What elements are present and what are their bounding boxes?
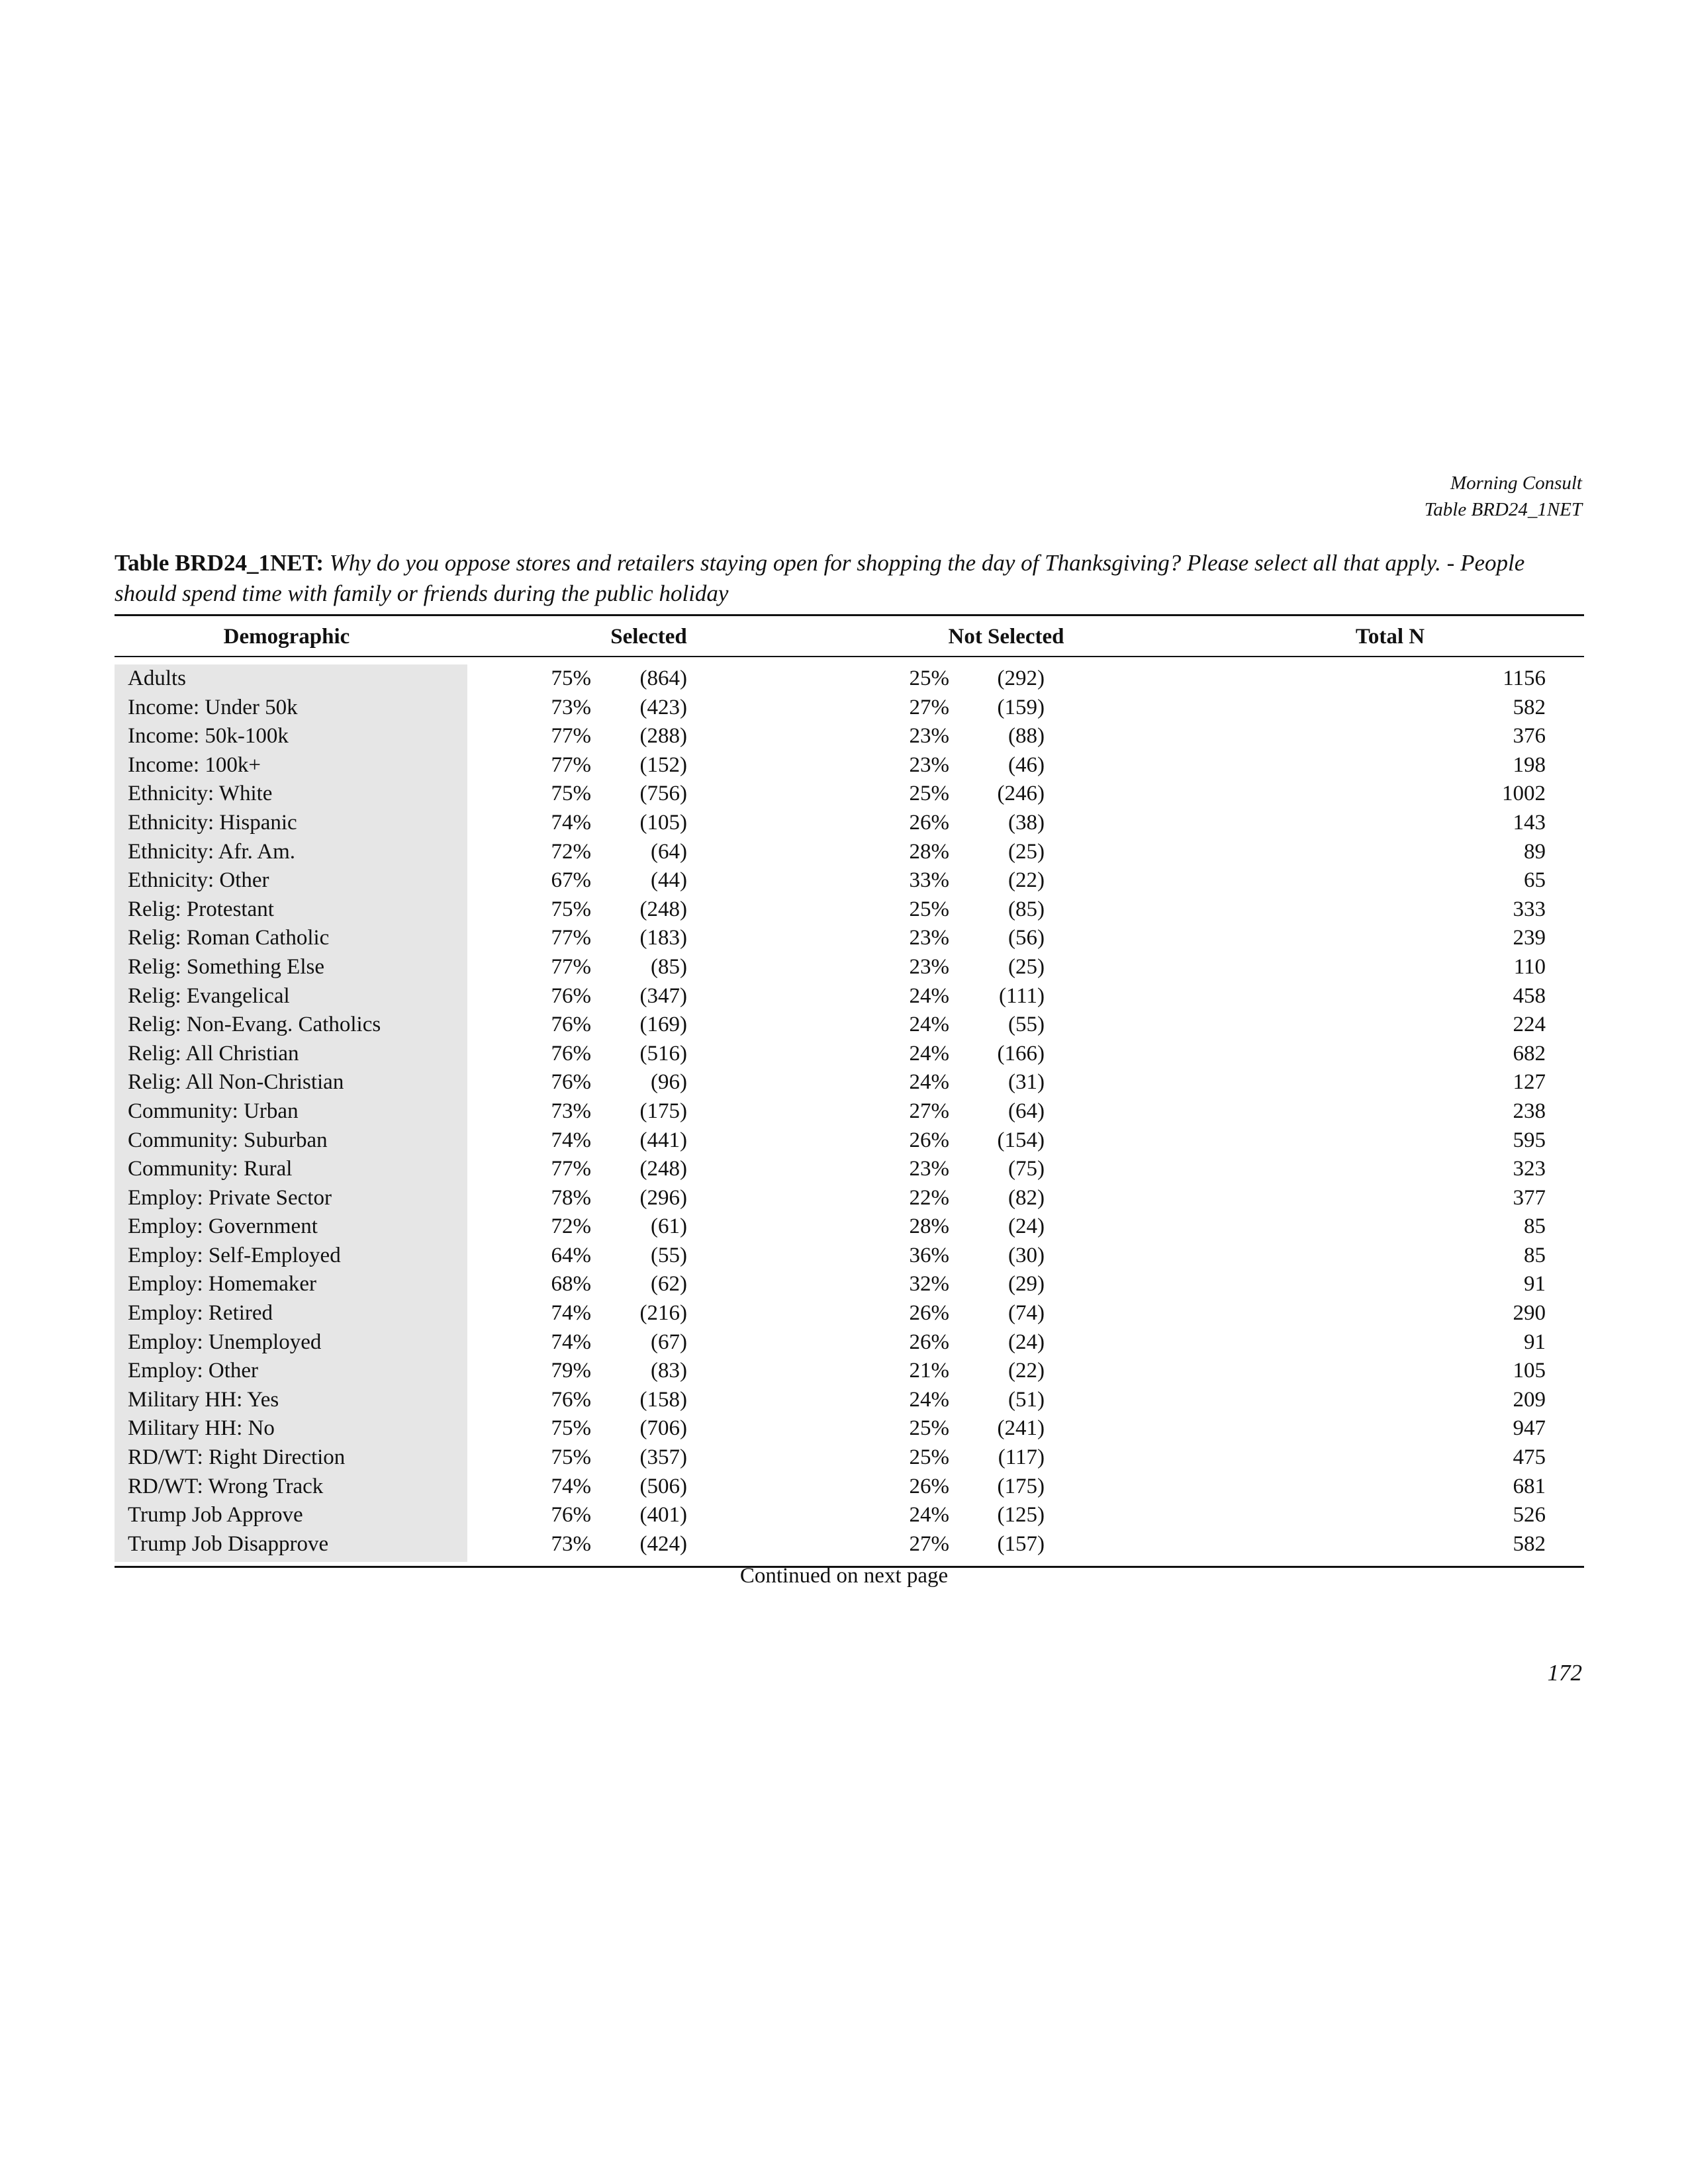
selected-percent: 73%: [551, 695, 591, 719]
table-row: [0, 1328, 1688, 1357]
not-selected-count: (46): [1008, 752, 1045, 777]
table-header-rule: [115, 656, 1584, 657]
not-selected-count: (166): [997, 1041, 1045, 1066]
table-title-text: Why do you oppose stores and retailers staying open for shopping the day of Thanksgiving? Please select all that apply. - People should spend time with family or friends during the public holiday: [115, 550, 1525, 606]
table-row: [0, 1040, 1688, 1069]
not-selected-percent: 27%: [909, 1099, 949, 1123]
selected-count: (175): [639, 1099, 687, 1123]
not-selected-count: (175): [997, 1474, 1045, 1498]
selected-count: (248): [639, 897, 687, 921]
not-selected-count: (154): [997, 1128, 1045, 1152]
not-selected-count: (24): [1008, 1330, 1045, 1354]
table-row: [0, 1068, 1688, 1097]
table-row: [0, 1212, 1688, 1242]
selected-count: (64): [651, 839, 687, 864]
table-row: [0, 751, 1688, 780]
selected-percent: 76%: [551, 1041, 591, 1066]
selected-count: (423): [639, 695, 687, 719]
selected-percent: 64%: [551, 1243, 591, 1267]
not-selected-percent: 24%: [909, 983, 949, 1008]
total-n: 238: [1513, 1099, 1546, 1123]
table-row: [0, 1357, 1688, 1386]
selected-percent: 75%: [551, 1416, 591, 1441]
selected-percent: 67%: [551, 868, 591, 893]
selected-count: (424): [639, 1531, 687, 1556]
not-selected-count: (56): [1008, 926, 1045, 950]
continued-note: Continued on next page: [739, 1564, 949, 1588]
selected-percent: 77%: [551, 724, 591, 749]
row-label: Employ: Other: [128, 1359, 259, 1383]
total-n: 224: [1513, 1013, 1546, 1037]
selected-percent: 74%: [551, 1330, 591, 1354]
selected-percent: 76%: [551, 983, 591, 1008]
row-label: Relig: Evangelical: [128, 983, 290, 1008]
selected-count: (516): [639, 1041, 687, 1066]
selected-percent: 76%: [551, 1070, 591, 1095]
table-row: [0, 1530, 1688, 1559]
selected-count: (347): [639, 983, 687, 1008]
table-row: [0, 664, 1688, 694]
row-label: Employ: Unemployed: [128, 1330, 322, 1354]
not-selected-count: (25): [1008, 954, 1045, 979]
row-label: Ethnicity: Hispanic: [128, 810, 297, 835]
table-row: [0, 1501, 1688, 1530]
selected-count: (85): [651, 954, 687, 979]
row-label: Employ: Homemaker: [128, 1272, 317, 1297]
not-selected-percent: 26%: [909, 1301, 949, 1326]
row-label: Relig: All Christian: [128, 1041, 299, 1066]
selected-count: (61): [651, 1214, 687, 1239]
total-n: 1002: [1502, 782, 1546, 806]
not-selected-percent: 26%: [909, 1330, 949, 1354]
selected-percent: 78%: [551, 1185, 591, 1210]
selected-count: (288): [639, 724, 687, 749]
row-label: Ethnicity: Afr. Am.: [128, 839, 295, 864]
selected-count: (55): [651, 1243, 687, 1267]
not-selected-percent: 24%: [909, 1041, 949, 1066]
not-selected-count: (74): [1008, 1301, 1045, 1326]
total-n: 105: [1513, 1359, 1546, 1383]
table-title: [115, 548, 1584, 609]
selected-count: (756): [639, 782, 687, 806]
table-row: [0, 1299, 1688, 1328]
selected-count: (441): [639, 1128, 687, 1152]
selected-count: (248): [639, 1157, 687, 1181]
table-row: [0, 722, 1688, 751]
row-label: Relig: Protestant: [128, 897, 274, 921]
table-row: [0, 809, 1688, 838]
not-selected-percent: 36%: [909, 1243, 949, 1267]
row-label: Employ: Self-Employed: [128, 1243, 341, 1267]
not-selected-count: (246): [997, 782, 1045, 806]
total-n: 239: [1513, 926, 1546, 950]
not-selected-count: (292): [997, 666, 1045, 690]
selected-percent: 75%: [551, 1445, 591, 1470]
not-selected-percent: 28%: [909, 839, 949, 864]
table-row: [0, 1097, 1688, 1126]
not-selected-count: (75): [1008, 1157, 1045, 1181]
not-selected-percent: 23%: [909, 926, 949, 950]
total-n: 582: [1513, 1531, 1546, 1556]
not-selected-count: (25): [1008, 839, 1045, 864]
selected-percent: 74%: [551, 810, 591, 835]
not-selected-percent: 25%: [909, 1445, 949, 1470]
table-body: [0, 664, 1688, 1559]
table-row: [0, 982, 1688, 1011]
table-title-label: Table BRD24_1NET:: [115, 550, 324, 576]
total-n: 377: [1513, 1185, 1546, 1210]
selected-percent: 75%: [551, 782, 591, 806]
table-row: [0, 1011, 1688, 1040]
not-selected-percent: 26%: [909, 810, 949, 835]
selected-count: (105): [639, 810, 687, 835]
table-row: [0, 895, 1688, 925]
not-selected-percent: 27%: [909, 1531, 949, 1556]
row-label: Trump Job Approve: [128, 1503, 303, 1527]
not-selected-count: (38): [1008, 810, 1045, 835]
not-selected-percent: 33%: [909, 868, 949, 893]
not-selected-percent: 28%: [909, 1214, 949, 1239]
total-n: 209: [1513, 1387, 1546, 1412]
table-row: [0, 838, 1688, 867]
selected-percent: 68%: [551, 1272, 591, 1297]
not-selected-percent: 23%: [909, 724, 949, 749]
selected-percent: 77%: [551, 1157, 591, 1181]
not-selected-count: (117): [998, 1445, 1045, 1470]
total-n: 947: [1513, 1416, 1546, 1441]
table-row: [0, 866, 1688, 895]
total-n: 91: [1524, 1330, 1546, 1354]
selected-count: (96): [651, 1070, 687, 1095]
not-selected-percent: 27%: [909, 695, 949, 719]
row-label: Community: Rural: [128, 1157, 293, 1181]
table-row: [0, 1184, 1688, 1213]
table-row: [0, 1242, 1688, 1271]
not-selected-count: (51): [1008, 1387, 1045, 1412]
not-selected-percent: 25%: [909, 666, 949, 690]
not-selected-percent: 24%: [909, 1387, 949, 1412]
selected-count: (169): [639, 1013, 687, 1037]
row-label: Employ: Government: [128, 1214, 318, 1239]
header-org: Morning Consult: [1450, 473, 1582, 494]
selected-percent: 76%: [551, 1503, 591, 1527]
row-label: Employ: Retired: [128, 1301, 273, 1326]
row-label: Employ: Private Sector: [128, 1185, 332, 1210]
selected-percent: 74%: [551, 1301, 591, 1326]
not-selected-count: (55): [1008, 1013, 1045, 1037]
selected-count: (44): [651, 868, 687, 893]
not-selected-percent: 25%: [909, 897, 949, 921]
not-selected-count: (30): [1008, 1243, 1045, 1267]
row-label: Community: Urban: [128, 1099, 299, 1123]
selected-percent: 79%: [551, 1359, 591, 1383]
table-top-rule: [115, 614, 1584, 616]
not-selected-count: (125): [997, 1503, 1045, 1527]
selected-count: (706): [639, 1416, 687, 1441]
selected-percent: 72%: [551, 1214, 591, 1239]
selected-count: (67): [651, 1330, 687, 1354]
table-row: [0, 924, 1688, 953]
selected-percent: 76%: [551, 1387, 591, 1412]
table-row: [0, 1126, 1688, 1156]
selected-count: (62): [651, 1272, 687, 1297]
not-selected-count: (241): [997, 1416, 1045, 1441]
selected-percent: 77%: [551, 926, 591, 950]
selected-percent: 74%: [551, 1128, 591, 1152]
row-label: Income: Under 50k: [128, 695, 298, 719]
total-n: 682: [1513, 1041, 1546, 1066]
table-row: [0, 1443, 1688, 1473]
row-label: Ethnicity: White: [128, 782, 273, 806]
table-row: [0, 780, 1688, 809]
row-label: Relig: Something Else: [128, 954, 324, 979]
total-n: 85: [1524, 1214, 1546, 1239]
selected-percent: 77%: [551, 752, 591, 777]
table-row: [0, 1155, 1688, 1184]
total-n: 323: [1513, 1157, 1546, 1181]
row-label: RD/WT: Wrong Track: [128, 1474, 324, 1498]
total-n: 376: [1513, 724, 1546, 749]
table-row: [0, 1270, 1688, 1299]
row-label: Income: 50k-100k: [128, 724, 289, 749]
selected-percent: 73%: [551, 1099, 591, 1123]
not-selected-percent: 25%: [909, 1416, 949, 1441]
selected-count: (216): [639, 1301, 687, 1326]
not-selected-percent: 24%: [909, 1503, 949, 1527]
selected-count: (83): [651, 1359, 687, 1383]
not-selected-count: (82): [1008, 1185, 1045, 1210]
table-row: [0, 694, 1688, 723]
selected-percent: 74%: [551, 1474, 591, 1498]
page-number: 172: [1547, 1660, 1582, 1686]
table-row: [0, 953, 1688, 982]
row-label: Community: Suburban: [128, 1128, 328, 1152]
total-n: 458: [1513, 983, 1546, 1008]
total-n: 681: [1513, 1474, 1546, 1498]
selected-percent: 76%: [551, 1013, 591, 1037]
total-n: 526: [1513, 1503, 1546, 1527]
not-selected-count: (22): [1008, 1359, 1045, 1383]
total-n: 127: [1513, 1070, 1546, 1095]
table-row: [0, 1386, 1688, 1415]
row-label: Adults: [128, 666, 187, 690]
column-header-total-n: Total N: [1355, 625, 1425, 649]
table-row: [0, 1473, 1688, 1502]
total-n: 89: [1524, 839, 1546, 864]
row-label: Military HH: No: [128, 1416, 275, 1441]
total-n: 110: [1513, 954, 1546, 979]
total-n: 198: [1513, 752, 1546, 777]
row-label: Military HH: Yes: [128, 1387, 279, 1412]
row-label: Income: 100k+: [128, 752, 261, 777]
not-selected-count: (64): [1008, 1099, 1045, 1123]
not-selected-count: (159): [997, 695, 1045, 719]
not-selected-percent: 26%: [909, 1128, 949, 1152]
selected-count: (158): [639, 1387, 687, 1412]
total-n: 143: [1513, 810, 1546, 835]
column-header-not-selected: Not Selected: [948, 625, 1064, 649]
selected-percent: 77%: [551, 954, 591, 979]
header-table-ref: Table BRD24_1NET: [1424, 499, 1582, 520]
not-selected-count: (88): [1008, 724, 1045, 749]
not-selected-count: (22): [1008, 868, 1045, 893]
selected-count: (864): [639, 666, 687, 690]
not-selected-percent: 21%: [909, 1359, 949, 1383]
total-n: 65: [1524, 868, 1546, 893]
selected-percent: 73%: [551, 1531, 591, 1556]
total-n: 1156: [1503, 666, 1546, 690]
not-selected-count: (24): [1008, 1214, 1045, 1239]
total-n: 595: [1513, 1128, 1546, 1152]
selected-count: (183): [639, 926, 687, 950]
selected-count: (401): [639, 1503, 687, 1527]
not-selected-percent: 32%: [909, 1272, 949, 1297]
not-selected-percent: 23%: [909, 1157, 949, 1181]
total-n: 85: [1524, 1243, 1546, 1267]
row-label: Trump Job Disapprove: [128, 1531, 329, 1556]
row-label: Relig: Non-Evang. Catholics: [128, 1013, 381, 1037]
row-label: Ethnicity: Other: [128, 868, 269, 893]
not-selected-percent: 24%: [909, 1013, 949, 1037]
total-n: 582: [1513, 695, 1546, 719]
selected-percent: 75%: [551, 666, 591, 690]
not-selected-percent: 26%: [909, 1474, 949, 1498]
column-header-selected: Selected: [610, 625, 687, 649]
not-selected-count: (157): [997, 1531, 1045, 1556]
selected-count: (506): [639, 1474, 687, 1498]
not-selected-count: (85): [1008, 897, 1045, 921]
not-selected-count: (31): [1008, 1070, 1045, 1095]
total-n: 475: [1513, 1445, 1546, 1470]
table-row: [0, 1414, 1688, 1443]
total-n: 333: [1513, 897, 1546, 921]
not-selected-percent: 25%: [909, 782, 949, 806]
total-n: 290: [1513, 1301, 1546, 1326]
not-selected-percent: 22%: [909, 1185, 949, 1210]
row-label: Relig: Roman Catholic: [128, 926, 330, 950]
total-n: 91: [1524, 1272, 1546, 1297]
row-label: RD/WT: Right Direction: [128, 1445, 346, 1470]
selected-count: (152): [639, 752, 687, 777]
not-selected-count: (29): [1008, 1272, 1045, 1297]
selected-percent: 75%: [551, 897, 591, 921]
selected-count: (296): [639, 1185, 687, 1210]
selected-percent: 72%: [551, 839, 591, 864]
row-label: Relig: All Non-Christian: [128, 1070, 344, 1095]
not-selected-percent: 24%: [909, 1070, 949, 1095]
column-header-demographic: Demographic: [223, 625, 350, 649]
not-selected-percent: 23%: [909, 752, 949, 777]
not-selected-count: (111): [998, 983, 1045, 1008]
selected-count: (357): [639, 1445, 687, 1470]
not-selected-percent: 23%: [909, 954, 949, 979]
